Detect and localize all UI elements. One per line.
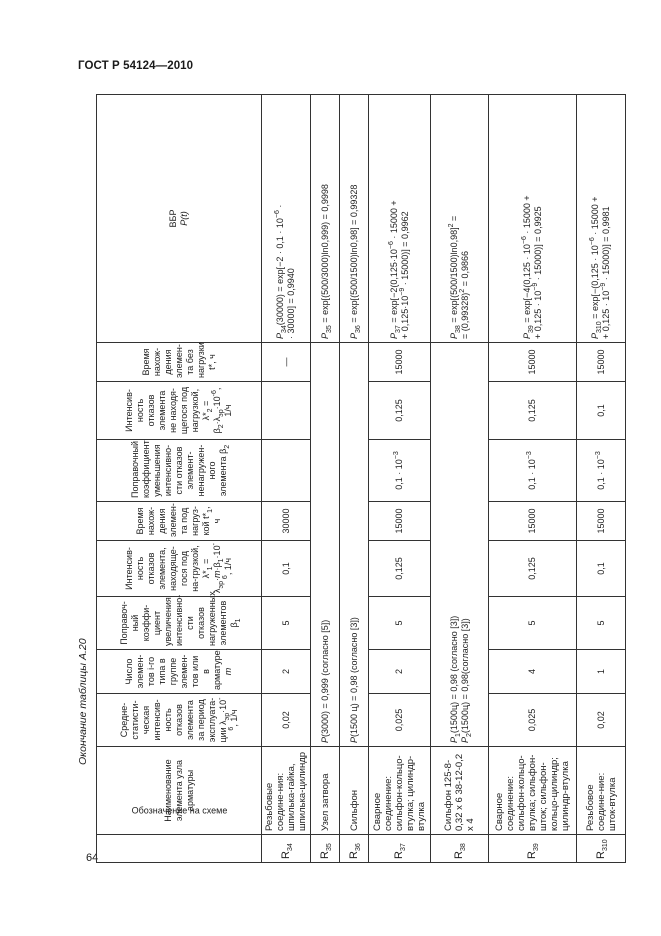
row-id: $R_{38}$ (431, 835, 489, 863)
cell-vbr: $P_{310} = \exp[-(0,125 \cdot 10^{-6} \cdot 15000$ + + $0,125 \cdot 10^{-9} \cdot 15000)] = 0,9981$ (577, 95, 626, 343)
cell-beta1: 5 (369, 597, 431, 650)
cell-lambda: 0,025 (489, 694, 577, 747)
row-name: Резьбовые соедине-ния: шпилька-гайка, шпилька-цилиндр (262, 747, 311, 835)
cell-t1: 15000 (369, 502, 431, 541)
row-name: Резьбовое соедине-ние: шток-втулка (577, 747, 626, 835)
page-number: 64 (86, 852, 99, 864)
table-row (577, 95, 626, 863)
cell-beta2 (262, 440, 311, 502)
cell-merged: P(3000) = 0,999 (согласно [5]) (311, 343, 340, 747)
table-row (311, 95, 340, 863)
col-header-name: Наименование элемента узла арматуры (97, 747, 262, 835)
table-row (489, 95, 577, 863)
rotated-table-wrapper (96, 95, 618, 863)
cell-t1: 15000 (489, 502, 577, 541)
col-header-beta1: Поправоч-ный коэффи-циент увеличения интенсивно-сти отказов нагруженных элементов $\beta_1$ (97, 597, 262, 650)
cell-lambda2: 0,125 (489, 382, 577, 440)
cell-lambda: 0,02 (577, 694, 626, 747)
cell-m: 2 (369, 650, 431, 694)
row-id: $R_{34}$ (262, 835, 311, 863)
table-row (431, 95, 489, 863)
row-name: Сильфон 125-8-0,32 х 6 38-12-0,2 х 4 (431, 747, 489, 835)
row-name: Узел затвора (311, 747, 340, 835)
standard-header: ГОСТ Р 54124—2010 (78, 60, 194, 72)
cell-merged: $P_1(1500ц) = 0,98$ (согласно [3]) $P_2(1500ц)$ = 0,98(согласно [3]) (431, 343, 489, 747)
cell-vbr: $P_{38} = \exp[(500/1500)\ln 0,98]^2$ = = $(0,99328)^2 = 0,9866$ (431, 95, 489, 343)
table-caption: Окончание таблицы А.20 (77, 638, 89, 765)
cell-vbr: $P_{37} = \exp[-2(0,125\cdot 10^{-6} \cdot 15000$ + + $0,125\cdot 10^{-9} \cdot 15000)] = 0,9962$ (369, 95, 431, 343)
cell-lambda1: 0,1 (577, 541, 626, 597)
row-id: $R_{35}$ (311, 835, 340, 863)
cell-lambda2: 0,125 (369, 382, 431, 440)
cell-vbr: $P_{39} = \exp[-4(0,125 \cdot 10^{-6} \cdot 15000$ + + $0,125 \cdot 10^{-9} \cdot 15000)] = 0,9925$ (489, 95, 577, 343)
cell-t2: 15000 (577, 343, 626, 382)
cell-beta1: 5 (262, 597, 311, 650)
cell-vbr: $P_{36} = \exp[(500/1500)\ln 0,98] = 0,99328$ (340, 95, 369, 343)
cell-lambda1: 0,125 (489, 541, 577, 597)
cell-beta2: $0,1 \cdot 10^{-3}$ (577, 440, 626, 502)
cell-beta2: $0,1 \cdot 10^{-3}$ (489, 440, 577, 502)
col-header-designation: Обозначение на схеме (97, 835, 262, 863)
cell-m: 4 (489, 650, 577, 694)
table-row (369, 95, 431, 863)
row-name: Сварное соединение: сильфон-кольцо-втулка; сильфон-шток; сильфон-кольцо-цилиндр; цилиндр-втулка (489, 747, 577, 835)
cell-m: 2 (262, 650, 311, 694)
cell-lambda: 0,025 (369, 694, 431, 747)
row-name: Сильфон (340, 747, 369, 835)
cell-lambda1: 0,1 (262, 541, 311, 597)
cell-t2: 15000 (489, 343, 577, 382)
row-id: $R_{36}$ (340, 835, 369, 863)
cell-vbr: $P_{35} = \exp[(500/3000)\ln 0,999) = 0,9998$ (311, 95, 340, 343)
table-row (340, 95, 369, 863)
row-id: $R_{39}$ (489, 835, 577, 863)
cell-lambda: 0,02 (262, 694, 311, 747)
cell-beta1: 5 (577, 597, 626, 650)
col-header-beta2: Поправочный коэффициент уменьшения интенсивно-сти отказов элемент-ненагружен-ного элемента $\beta_2$ (97, 440, 262, 502)
cell-t1: 15000 (577, 502, 626, 541)
row-name: Сварное соединение: сильфон-кольцо-втулка; цилиндр-втулка (369, 747, 431, 835)
cell-t2: 15000 (369, 343, 431, 382)
row-id: $R_{37}$ (369, 835, 431, 863)
col-header-t1: Время нахож-дения элемен-та под нагруз-кой $t*_1$, ч (97, 502, 262, 541)
cell-beta1: 5 (489, 597, 577, 650)
reliability-table (96, 94, 626, 863)
header-row (97, 95, 262, 863)
col-header-m: Число элемен-тов i-го типа в группе элемен-тов или в арматуре m (97, 650, 262, 694)
col-header-lambda1: Интенсив-ность отказов элемента, находяще-гося под на-грузкой, $\lambda*_1 = \lambda_{эр}\cdot m\cdot\beta_1\cdot 10^{-6}$, 1/ч (97, 541, 262, 597)
col-header-lambda2: Интенсив-ность отказов элемента не находя-щегося под нагрузкой, $\lambda*_2 = \beta_2\cdot\lambda_{эр}\cdot 10^{-6}$, 1/ч (97, 382, 262, 440)
cell-t1: 30000 (262, 502, 311, 541)
row-id: $R_{310}$ (577, 835, 626, 863)
cell-beta2: $0,1 \cdot 10^{-3}$ (369, 440, 431, 502)
cell-vbr: $P_{34}(30000) = \exp[-2 \cdot 0,1 \cdot 10^{-6}$ · · 30000] = 0,9940 (262, 95, 311, 343)
col-header-lambda: Средне-статисти-ческая интенсив-ность отказов элемента за период эксплуата-ции $\lambda_{эр}\cdot 10^{-6}$, 1/ч (97, 694, 262, 747)
cell-m: 1 (577, 650, 626, 694)
cell-lambda1: 0,125 (369, 541, 431, 597)
table-row (262, 95, 311, 863)
cell-lambda2: 0,1 (577, 382, 626, 440)
cell-t2: — (262, 343, 311, 382)
col-header-t2: Время нахож-дения элемен-та без нагрузки t*, ч (97, 343, 262, 382)
cell-lambda2 (262, 382, 311, 440)
cell-merged: P(1500 ц) = 0,98 (согласно [3]) (340, 343, 369, 747)
col-header-vbr: ВБР P(t) (97, 95, 262, 343)
